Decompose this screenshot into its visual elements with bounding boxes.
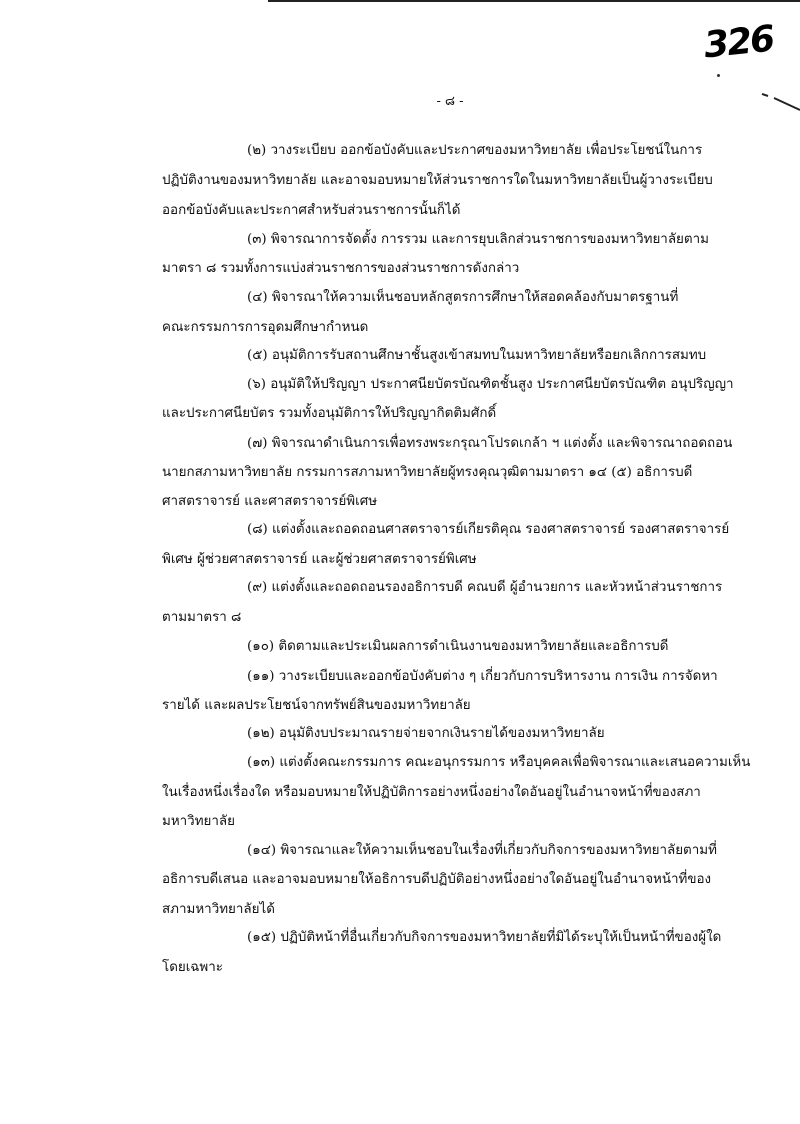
item-4-line-2: คณะกรรมการการอุดมศึกษากำหนด bbox=[162, 320, 369, 335]
item-13-line-2: ในเรื่องหนึ่งเรื่องใด หรือมอบหมายให้ปฏิบัติการอย่างหนึ่งอย่างใดอันอยู่ในอำนาจหน้าที่ของสภา bbox=[162, 785, 701, 800]
item-9-line-2: ตามมาตรา ๘ bbox=[162, 610, 242, 625]
item-6-line-2: และประกาศนียบัตร รวมทั้งอนุมัติการให้ปริญญากิตติมศักดิ์ bbox=[162, 406, 497, 421]
item-11-line-1: (๑๑) วางระเบียบและออกข้อบังคับต่าง ๆ เกี่ยวกับการบริหารงาน การเงิน การจัดหา bbox=[247, 669, 718, 684]
item-11-line-2: รายได้ และผลประโยชน์จากทรัพย์สินของมหาวิทยาลัย bbox=[162, 698, 471, 713]
item-3-line-2: มาตรา ๘ รวมทั้งการแบ่งส่วนราชการของส่วนราชการดังกล่าว bbox=[162, 261, 520, 276]
item-9-line-1: (๙) แต่งตั้งและถอดถอนรองอธิการบดี คณบดี ผู้อำนวยการ และหัวหน้าส่วนราชการ bbox=[247, 580, 723, 595]
page-number: - ๘ - bbox=[436, 94, 464, 109]
item-8-line-2: พิเศษ ผู้ช่วยศาสตราจารย์ และผู้ช่วยศาสตราจารย์พิเศษ bbox=[162, 552, 477, 567]
item-13-line-1: (๑๓) แต่งตั้งคณะกรรมการ คณะอนุกรรมการ หรือบุคคลเพื่อพิจารณาและเสนอความเห็น bbox=[247, 755, 751, 770]
item-13-line-3: มหาวิทยาลัย bbox=[162, 814, 235, 829]
item-14-line-1: (๑๔) พิจารณาและให้ความเห็นชอบในเรื่องที่เกี่ยวกับกิจการของมหาวิทยาลัยตามที่ bbox=[247, 843, 717, 858]
item-7-line-3: ศาสตราจารย์ และศาสตราจารย์พิเศษ bbox=[162, 494, 378, 509]
item-14-line-3: สภามหาวิทยาลัยได้ bbox=[162, 902, 275, 917]
item-2-line-1: (๒) วางระเบียบ ออกข้อบังคับและประกาศของมหาวิทยาลัย เพื่อประโยชน์ในการ bbox=[247, 143, 703, 158]
item-12-line-1: (๑๒) อนุมัติงบประมาณรายจ่ายจากเงินรายได้ของมหาวิทยาลัย bbox=[247, 726, 605, 741]
item-7-line-2: นายกสภามหาวิทยาลัย กรรมการสภามหาวิทยาลัยผู้ทรงคุณวุฒิตามมาตรา ๑๔ (๕) อธิการบดี bbox=[162, 465, 693, 480]
item-7-line-1: (๗) พิจารณาดำเนินการเพื่อทรงพระกรุณาโปรดเกล้า ฯ แต่งตั้ง และพิจารณาถอดถอน bbox=[247, 436, 733, 451]
item-8-line-1: (๘) แต่งตั้งและถอดถอนศาสตราจารย์เกียรติคุณ รองศาสตราจารย์ รองศาสตราจารย์ bbox=[247, 522, 730, 537]
item-10-line-1: (๑๐) ติดตามและประเมินผลการดำเนินงานของมหาวิทยาลัยและอธิการบดี bbox=[247, 639, 669, 654]
item-14-line-2: อธิการบดีเสนอ และอาจมอบหมายให้อธิการบดีปฏิบัติอย่างหนึ่งอย่างใดอันอยู่ในอำนาจหน้าที่ของ bbox=[162, 872, 712, 887]
item-3-line-1: (๓) พิจารณาการจัดตั้ง การรวม และการยุบเลิกส่วนราชการของมหาวิทยาลัยตาม bbox=[247, 232, 709, 247]
item-15-line-2: โดยเฉพาะ bbox=[162, 960, 223, 975]
item-4-line-1: (๔) พิจารณาให้ความเห็นชอบหลักสูตรการศึกษาให้สอดคล้องกับมาตรฐานที่ bbox=[247, 290, 679, 305]
item-5-line-1: (๕) อนุมัติการรับสถานศึกษาชั้นสูงเข้าสมทบในมหาวิทยาลัยหรือยกเลิกการสมทบ bbox=[247, 348, 707, 363]
item-15-line-1: (๑๕) ปฏิบัติหน้าที่อื่นเกี่ยวกับกิจการของมหาวิทยาลัยที่มิได้ระบุให้เป็นหน้าที่ของผู้ใด bbox=[247, 930, 722, 945]
item-6-line-1: (๖) อนุมัติให้ปริญญา ประกาศนียบัตรบัณฑิตชั้นสูง ประกาศนียบัตรบัณฑิต อนุปริญญา bbox=[247, 377, 734, 392]
item-2-line-3: ออกข้อบังคับและประกาศสำหรับส่วนราชการนั้นก็ได้ bbox=[162, 203, 461, 218]
item-2-line-2: ปฏิบัติงานของมหาวิทยาลัย และอาจมอบหมายให้ส่วนราชการใดในมหาวิทยาลัยเป็นผู้วางระเบียบ bbox=[162, 173, 713, 188]
handwritten-page-stamp: 326 bbox=[702, 18, 776, 67]
